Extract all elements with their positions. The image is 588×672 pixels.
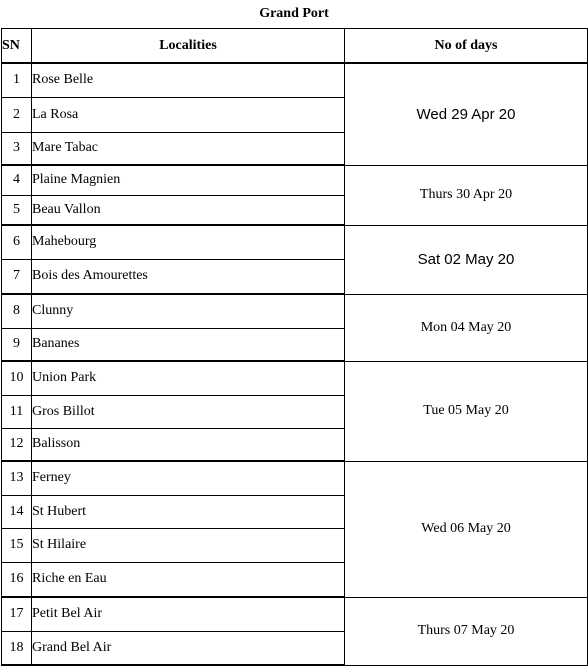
schedule-table xyxy=(1,28,588,666)
locality-cell: Gros Billot xyxy=(32,395,345,428)
locality-cell: Rose Belle xyxy=(32,63,345,97)
sn-cell: 9 xyxy=(2,328,32,361)
sn-cell: 4 xyxy=(2,165,32,195)
sn-cell: 13 xyxy=(2,461,32,495)
header-days: No of days xyxy=(345,29,588,64)
table-row xyxy=(2,165,588,195)
locality-cell: Beau Vallon xyxy=(32,195,345,225)
day-cell: Mon 04 May 20 xyxy=(345,294,588,361)
day-cell: Tue 05 May 20 xyxy=(345,361,588,461)
locality-cell: Riche en Eau xyxy=(32,562,345,597)
sn-cell: 7 xyxy=(2,259,32,294)
sn-cell: 2 xyxy=(2,97,32,132)
locality-cell: St Hubert xyxy=(32,495,345,528)
table-title: Grand Port xyxy=(259,6,329,21)
locality-cell: St Hilaire xyxy=(32,528,345,562)
header-row xyxy=(2,29,588,64)
sn-cell: 17 xyxy=(2,597,32,631)
sn-cell: 11 xyxy=(2,395,32,428)
day-cell: Wed 06 May 20 xyxy=(345,461,588,597)
locality-cell: Union Park xyxy=(32,361,345,395)
locality-cell: Clunny xyxy=(32,294,345,328)
sn-cell: 8 xyxy=(2,294,32,328)
table-row xyxy=(2,63,588,97)
locality-cell: Balisson xyxy=(32,428,345,461)
day-cell: Wed 29 Apr 20 xyxy=(345,63,588,165)
locality-cell: Grand Bel Air xyxy=(32,631,345,665)
locality-cell: La Rosa xyxy=(32,97,345,132)
header-sn: SN xyxy=(2,29,32,64)
table-row xyxy=(2,597,588,631)
table-row xyxy=(2,294,588,328)
sn-cell: 12 xyxy=(2,428,32,461)
locality-cell: Plaine Magnien xyxy=(32,165,345,195)
sn-cell: 18 xyxy=(2,631,32,665)
locality-cell: Mahebourg xyxy=(32,225,345,259)
locality-cell: Ferney xyxy=(32,461,345,495)
sn-cell: 6 xyxy=(2,225,32,259)
day-cell: Sat 02 May 20 xyxy=(345,225,588,294)
locality-cell: Bois des Amourettes xyxy=(32,259,345,294)
day-cell: Thurs 30 Apr 20 xyxy=(345,165,588,225)
table-row xyxy=(2,361,588,395)
sn-cell: 3 xyxy=(2,132,32,165)
locality-cell: Mare Tabac xyxy=(32,132,345,165)
header-localities: Localities xyxy=(32,29,345,64)
locality-cell: Bananes xyxy=(32,328,345,361)
sn-cell: 15 xyxy=(2,528,32,562)
sn-cell: 5 xyxy=(2,195,32,225)
table-row xyxy=(2,225,588,259)
day-cell: Thurs 07 May 20 xyxy=(345,597,588,665)
sn-cell: 10 xyxy=(2,361,32,395)
sn-cell: 14 xyxy=(2,495,32,528)
sn-cell: 1 xyxy=(2,63,32,97)
sn-cell: 16 xyxy=(2,562,32,597)
locality-cell: Petit Bel Air xyxy=(32,597,345,631)
table-row xyxy=(2,461,588,495)
schedule-body xyxy=(2,63,588,665)
